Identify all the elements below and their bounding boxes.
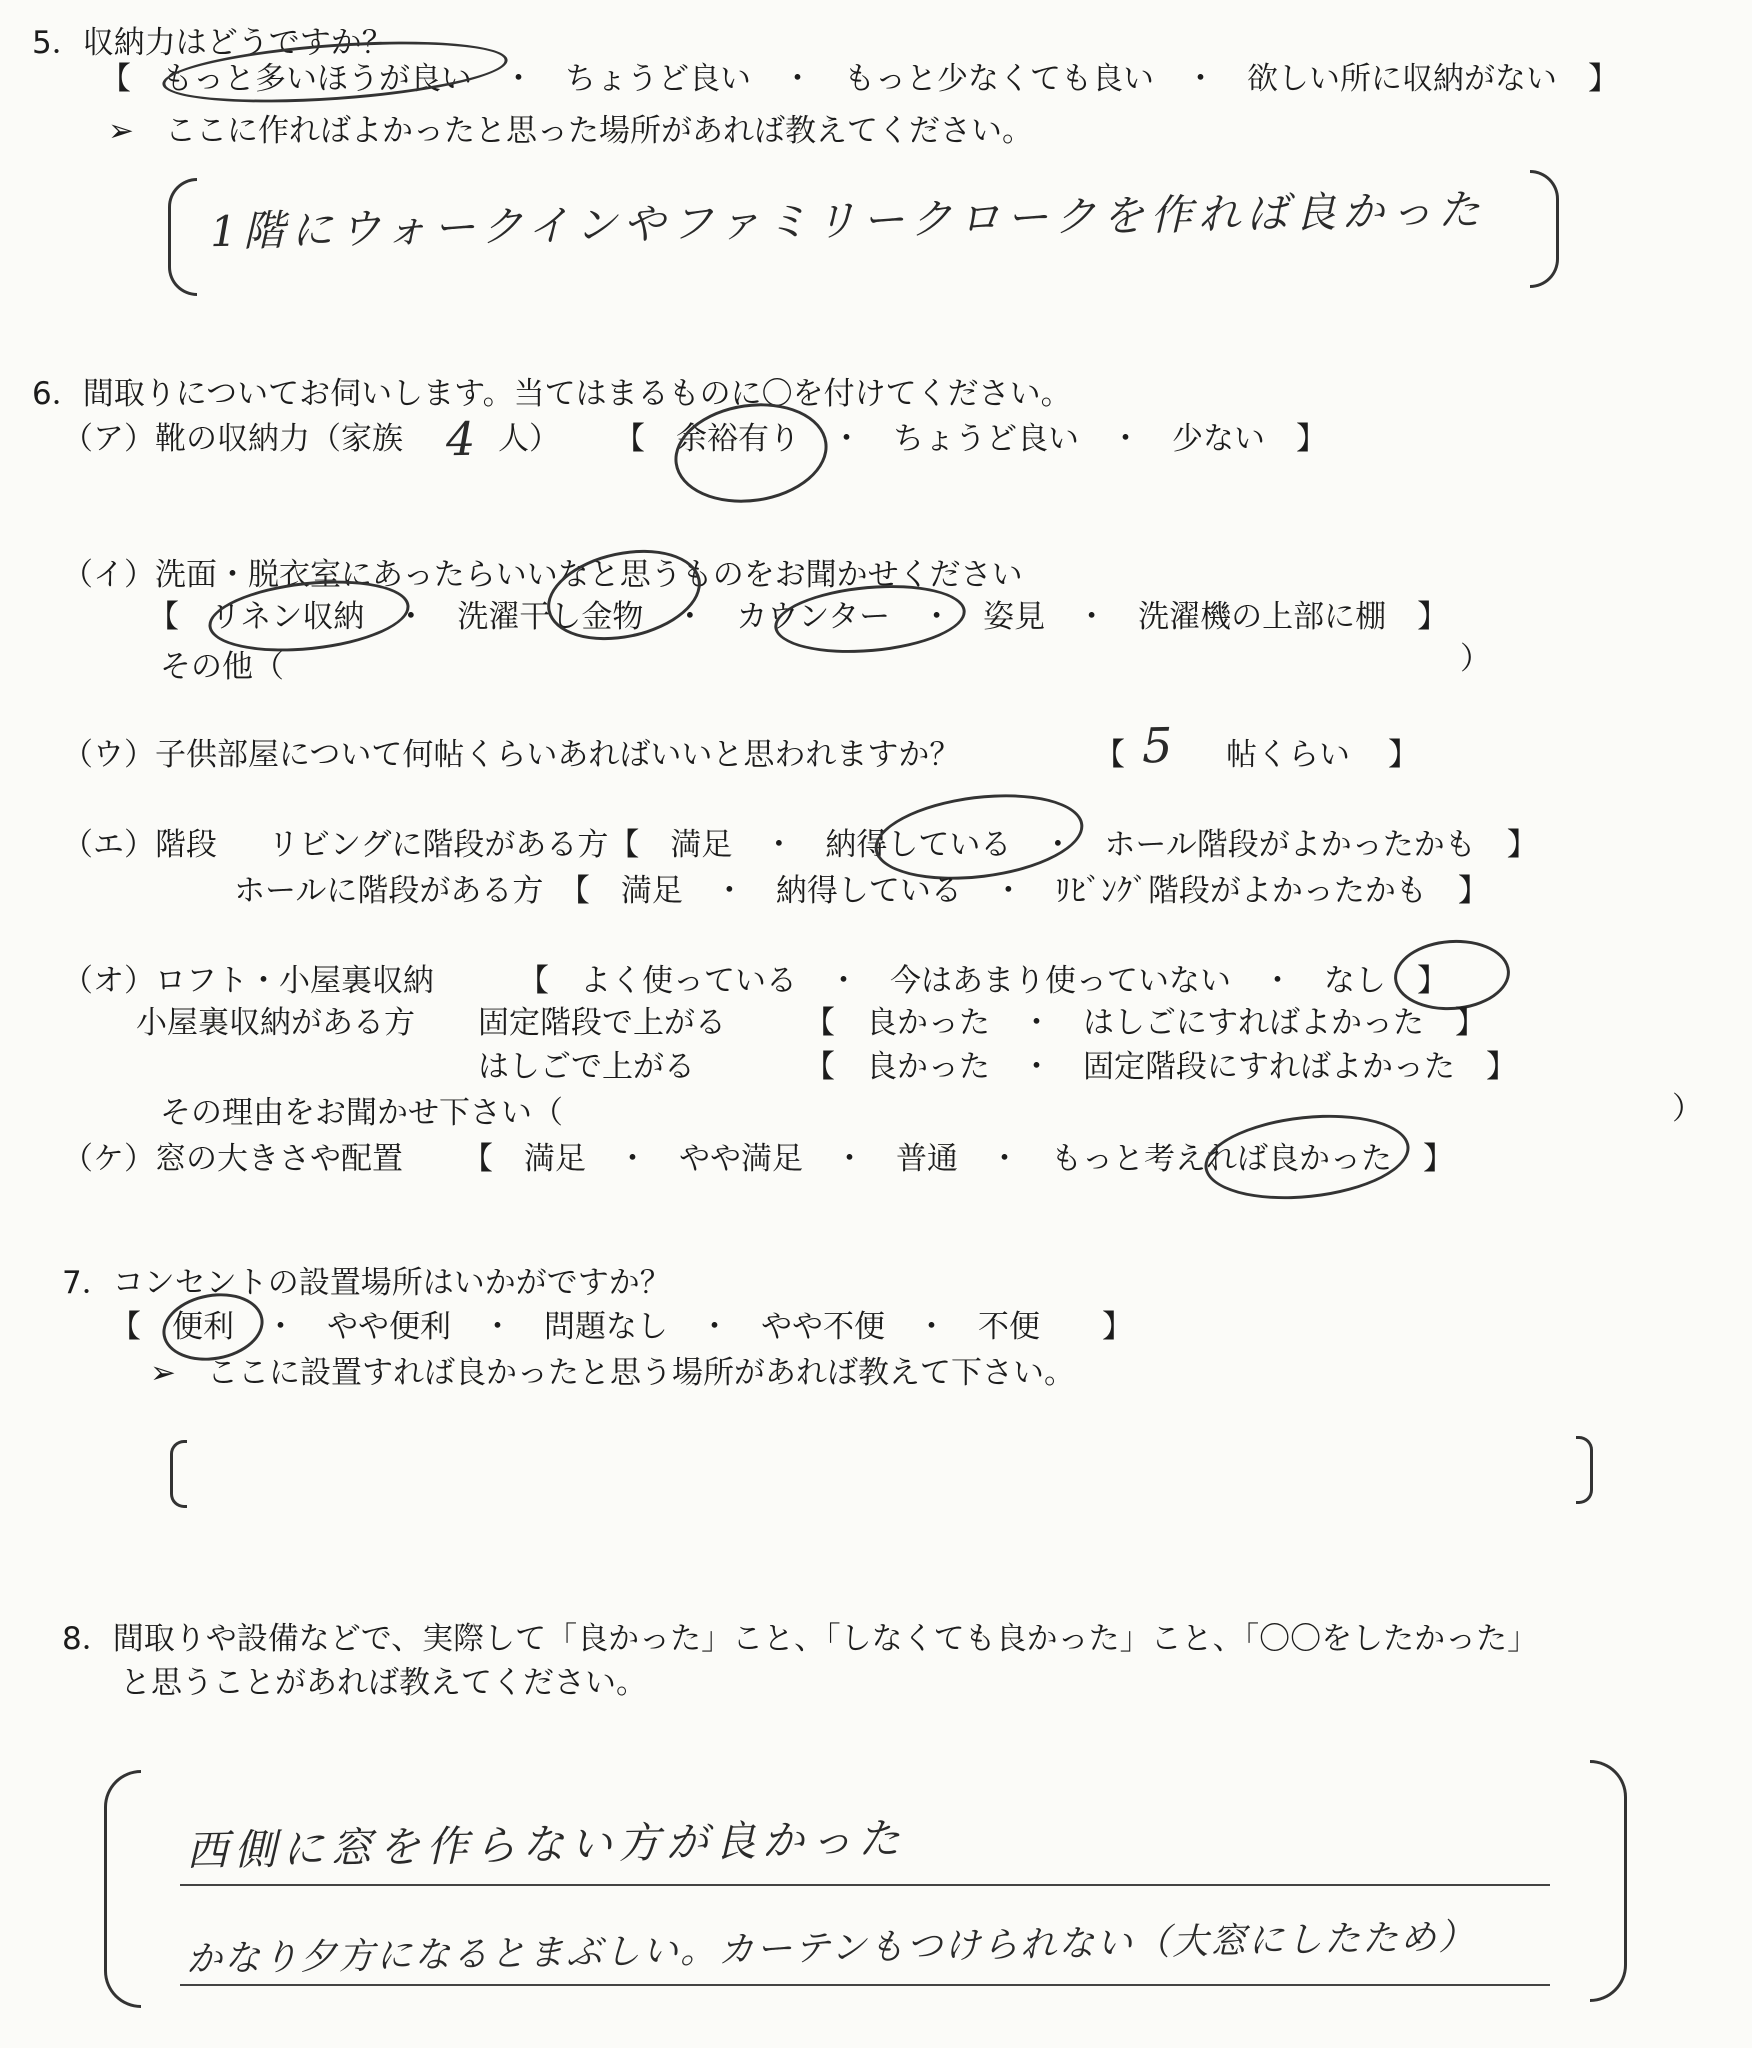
q6a-label: （ア）靴の収納力（家族: [62, 421, 403, 457]
q8-rule-2: [180, 1984, 1550, 1986]
q6i-options: 【 リネン収納 ・ 洗濯干し金物 ・ カウンター ・ 姿見 ・ 洗濯機の上部に棚 】: [148, 599, 1449, 635]
q5-bracket-right: [1530, 170, 1559, 288]
q6a-options: 【 余裕有り ・ ちょうど良い ・ 少ない 】: [614, 421, 1327, 457]
q6u-bracket-close: 】: [1388, 737, 1419, 773]
q6a-family-count: 4: [445, 411, 482, 467]
q6o-fixed-stairs: 固定階段で上がる: [478, 1005, 726, 1041]
q6o-label: （オ）ロフト・小屋裏収納: [62, 963, 434, 999]
q8-answer-line1: 西側に窓を作らない方が良かった: [185, 1813, 907, 1876]
q6u-bracket-open: 【: [1094, 737, 1125, 773]
q8-bracket-left: [104, 1770, 141, 2008]
q6o-reason: その理由をお聞かせ下さい（: [160, 1095, 563, 1131]
q6ke-selected-circle: [1200, 1105, 1413, 1208]
q8-bracket-right: [1590, 1760, 1627, 2002]
q7-options: 【 便利 ・ やや便利 ・ 問題なし ・ やや不便 ・ 不便 】: [110, 1309, 1133, 1345]
q7-bracket-left: [170, 1440, 187, 1508]
q6i-label: （イ）洗面・脱衣室にあったらいいなと思うものをお聞かせください: [62, 557, 1023, 593]
q8-title-line1: 8．間取りや設備などで、実際して「良かった」こと、「しなくても良かった」こと、「〇〇をしたかった」: [62, 1621, 1539, 1657]
q6ke-label: （ケ）窓の大きさや配置: [62, 1141, 403, 1177]
q6u-label: （ウ）子供部屋について何帖くらいあればいいと思われますか？: [62, 737, 961, 773]
q6e-living: リビングに階段がある方【 満足 ・ 納得している ・ ホール階段がよかったかも 】: [268, 827, 1538, 863]
q6e-hall: ホールに階段がある方 【 満足 ・ 納得している ・ ﾘﾋﾞﾝｸﾞ階段がよかったかも 】: [234, 873, 1489, 909]
q6o-selected-circle: [1392, 936, 1513, 1014]
q6u-answer: 5: [1141, 717, 1180, 775]
q5-options: 【 もっと多いほうが良い ・ ちょうど良い ・ もっと少なくても良い ・ 欲しい所に収納がない 】: [100, 61, 1619, 97]
q6o-ladder: はしごで上がる: [478, 1049, 695, 1085]
q6e-label: （エ）階段: [62, 827, 217, 863]
q6o-fixed-options: 【 良かった ・ はしごにすればよかった 】: [804, 1005, 1486, 1041]
q8-title-line2: と思うことがあれば教えてください。: [120, 1665, 647, 1701]
q7-title: 7．コンセントの設置場所はいかがですか？: [62, 1265, 671, 1301]
q6o-reason-close: ）: [1672, 1091, 1703, 1127]
q6o-attic: 小屋裏収納がある方: [136, 1005, 415, 1041]
q6o-options: 【 よく使っている ・ 今はあまり使っていない ・ なし 】: [518, 963, 1448, 999]
q8-answer-line2: かなり夕方になるとまぶしい。カーテンもつけられない（大窓にしたため）: [185, 1916, 1477, 1981]
q5-answer: 1階にウォークインやファミリークロークを作れば良かった: [209, 184, 1487, 257]
q6u-unit: 帖くらい: [1226, 737, 1350, 773]
q5-title: 5．収納力はどうですか？: [32, 25, 393, 61]
q6o-ladder-options: 【 良かった ・ 固定階段にすればよかった 】: [804, 1049, 1517, 1085]
q5-bracket-left: [168, 178, 197, 296]
q6ke-options: 【 満足 ・ やや満足 ・ 普通 ・ もっと考えれば良かった 】: [462, 1141, 1454, 1177]
q6i-other: その他（: [160, 649, 284, 685]
q5-prompt: ➢ ここに作ればよかったと思った場所があれば教えてください。: [108, 113, 1033, 149]
q7-prompt: ➢ ここに設置すれば良かったと思う場所があれば教えて下さい。: [150, 1355, 1075, 1391]
q6a-unit: 人）: [498, 421, 560, 457]
q8-rule-1: [180, 1884, 1550, 1886]
q6i-other-close: ）: [1460, 641, 1491, 677]
q7-bracket-right: [1576, 1436, 1593, 1504]
q6-title: 6．間取りについてお伺いします。当てはまるものに〇を付けてください。: [32, 376, 1072, 412]
